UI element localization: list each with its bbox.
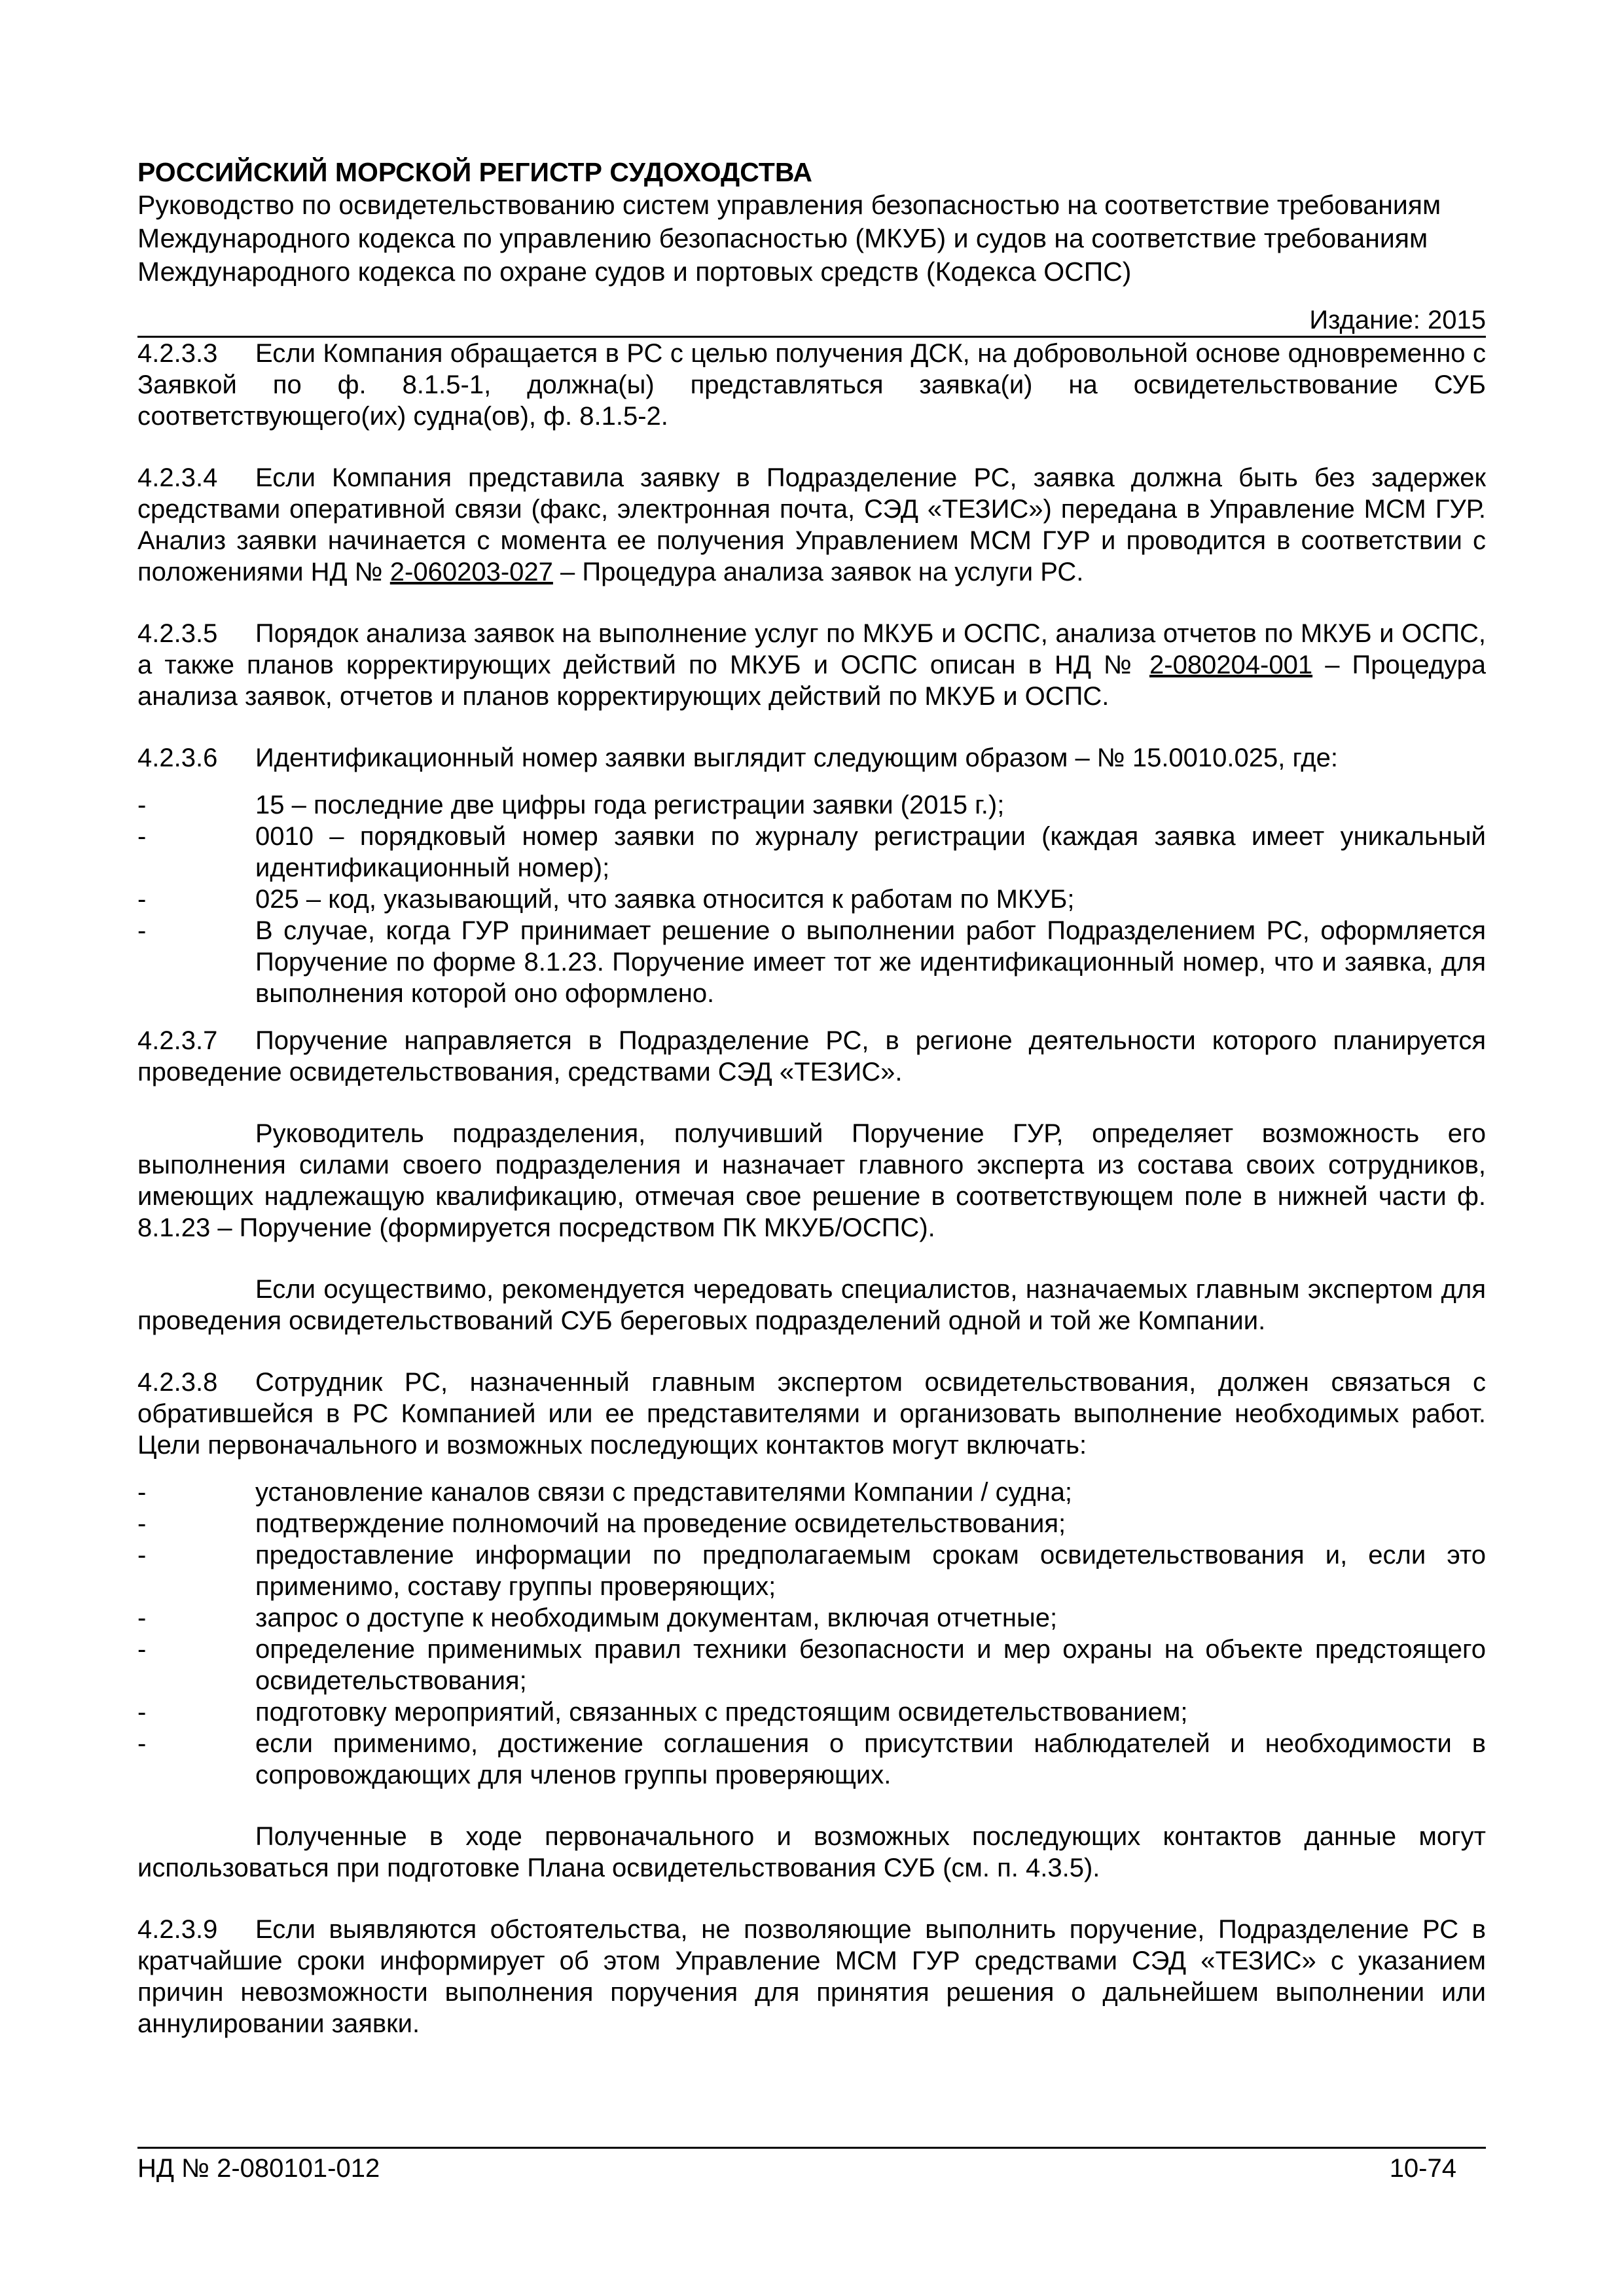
list-item: - 025 – код, указывающий, что заявка относится к работам по МКУБ; <box>137 885 1075 914</box>
list-item: - подтверждение полномочий на проведение освидетельствования; <box>137 1509 1066 1538</box>
list-dash: - <box>137 1604 147 1632</box>
list-dash: - <box>137 1541 147 1570</box>
section-4-2-3-7 <box>137 1025 1486 1088</box>
document-link[interactable]: 2-060203-027 <box>389 558 553 586</box>
section-text: Если выявляются обстоятельства, не позволяющие выполнить поручение, Подразделение РС в кратчайшие сроки информирует об этом Управление МСМ ГУР средствами СЭД «ТЕЗИС» с указанием причин невозможности выполнения поручения для принятия решения о дальнейшем выполнении или аннулировании заявки. <box>137 1915 1486 2038</box>
section-number: 4.2.3.4 <box>137 463 218 492</box>
paragraph: Руководитель подразделения, получивший Поручение ГУР, определяет возможность его выполнения силами своего подразделения и назначает главного эксперта из состава своих сотрудников, имеющих надлежащую квалификацию, отмечая свое решение в соответствующем поле в нижней части ф. 8.1.23 – Поручение (формируется посредством ПК МКУБ/ОСПС). <box>137 1119 1486 1242</box>
list-item: - подготовку мероприятий, связанных с предстоящим освидетельствованием; <box>137 1698 1188 1727</box>
section-text-tail: – Процедура анализа заявок на услуги РС. <box>552 558 1084 586</box>
section-number: 4.2.3.8 <box>137 1368 218 1397</box>
section-4-2-3-4 <box>137 462 1486 588</box>
contact-goals-list <box>137 1477 1486 1791</box>
id-format-list <box>137 789 1486 1009</box>
section-4-2-3-9 <box>137 1914 1486 2039</box>
section-text: Порядок анализа заявок на выполнение услуг по МКУБ и ОСПС, анализа отчетов по МКУБ и ОСПС, а также планов корректирующих действий по МКУБ и ОСПС описан в НД № <box>137 619 1486 679</box>
page-footer <box>137 2147 1486 2184</box>
list-dash: - <box>137 791 147 819</box>
list-item: - установление каналов связи с представителями Компании / судна; <box>137 1478 1073 1507</box>
list-item: - В случае, когда ГУР принимает решение о выполнении работ Подразделением РС, оформляется Поручение по форме 8.1.23. Поручение имеет тот же идентификационный номер, что и заявка, для выполнения которой оно оформлено. <box>137 916 1486 1008</box>
section-number: 4.2.3.9 <box>137 1915 218 1944</box>
footer-document-number: НД № 2-080101-012 <box>137 2154 380 2183</box>
footer-rule <box>137 2147 1486 2149</box>
organization-title: РОССИЙСКИЙ МОРСКОЙ РЕГИСТР СУДОХОДСТВА <box>137 157 813 187</box>
list-dash: - <box>137 1698 147 1727</box>
list-dash: - <box>137 1729 147 1758</box>
list-dash: - <box>137 822 147 851</box>
document-link[interactable]: 2-080204-001 <box>1149 651 1313 679</box>
section-text: Если Компания представила заявку в Подразделение РС, заявка должна быть без задержек средствами оперативной связи (факс, электронная почта, СЭД «ТЕЗИС») передана в Управление МСМ ГУР. Анализ заявки начинается с момента ее получения Управлением МСМ ГУР и проводится в соответствии с положениями НД № <box>137 463 1486 586</box>
list-dash: - <box>137 1478 147 1507</box>
section-4-2-3-5 <box>137 618 1486 712</box>
paragraph: Если осуществимо, рекомендуется чередовать специалистов, назначаемых главным экспертом для проведения освидетельствований СУБ береговых подразделений одной и той же Компании. <box>137 1275 1486 1335</box>
document-page <box>137 156 1486 2039</box>
edition-label: Издание: 2015 <box>1309 306 1486 334</box>
section-number: 4.2.3.7 <box>137 1026 218 1055</box>
section-text: Сотрудник РС, назначенный главным экспертом освидетельствования, должен связаться с обратившейся в РС Компанией или ее представителями и организовать выполнение необходимых работ. Цели первоначального и возможных последующих контактов могут включать: <box>137 1368 1486 1460</box>
list-item: - 0010 – порядковый номер заявки по журналу регистрации (каждая заявка имеет уникальный идентификационный номер); <box>137 822 1486 882</box>
section-text: Идентификационный номер заявки выглядит следующим образом – № 15.0010.025, где: <box>255 744 1338 772</box>
section-number: 4.2.3.3 <box>137 339 218 368</box>
section-4-2-3-8 <box>137 1367 1486 1461</box>
list-dash: - <box>137 1509 147 1538</box>
page-number: 10-74 <box>1389 2154 1456 2183</box>
section-4-2-3-3 <box>137 338 1486 432</box>
section-text: Поручение направляется в Подразделение РС, в регионе деятельности которого планируется проведение освидетельствования, средствами СЭД «ТЕЗИС». <box>137 1026 1486 1086</box>
section-4-2-3-6 <box>137 742 1486 774</box>
section-text: Если Компания обращается в РС с целью получения ДСК, на добровольной основе одновременно с Заявкой по ф. 8.1.5-1, должна(ы) представляться заявка(и) на освидетельствование СУБ соответствующего(их) судна(ов), ф. 8.1.5-2. <box>137 339 1486 431</box>
section-text-tail: – Процедура анализа заявок, отчетов и планов корректирующих действий по МКУБ и ОСПС. <box>137 651 1486 711</box>
section-number: 4.2.3.6 <box>137 744 218 772</box>
document-subtitle: Руководство по освидетельствованию систем управления безопасностью на соответствие требованиям Международного кодекса по управлению безопасностью (МКУБ) и судов на соответствие требованиям Международного кодекса по охране судов и портовых средств (Кодекса ОСПС) <box>137 190 1441 287</box>
list-dash: - <box>137 916 147 945</box>
list-item: - запрос о доступе к необходимым документам, включая отчетные; <box>137 1604 1058 1632</box>
section-number: 4.2.3.5 <box>137 619 218 648</box>
list-item: - если применимо, достижение соглашения о присутствии наблюдателей и необходимости в сопровождающих для членов группы проверяющих. <box>137 1729 1486 1789</box>
list-item: - определение применимых правил техники безопасности и мер охраны на объекте предстоящего освидетельствования; <box>137 1635 1486 1695</box>
paragraph: Полученные в ходе первоначального и возможных последующих контактов данные могут использоваться при подготовке Плана освидетельствования СУБ (см. п. 4.3.5). <box>137 1822 1486 1882</box>
list-dash: - <box>137 1635 147 1664</box>
list-item: - 15 – последние две цифры года регистрации заявки (2015 г.); <box>137 791 1005 819</box>
list-item: - предоставление информации по предполагаемым срокам освидетельствования и, если это применимо, составу группы проверяющих; <box>137 1541 1486 1601</box>
list-dash: - <box>137 885 147 914</box>
